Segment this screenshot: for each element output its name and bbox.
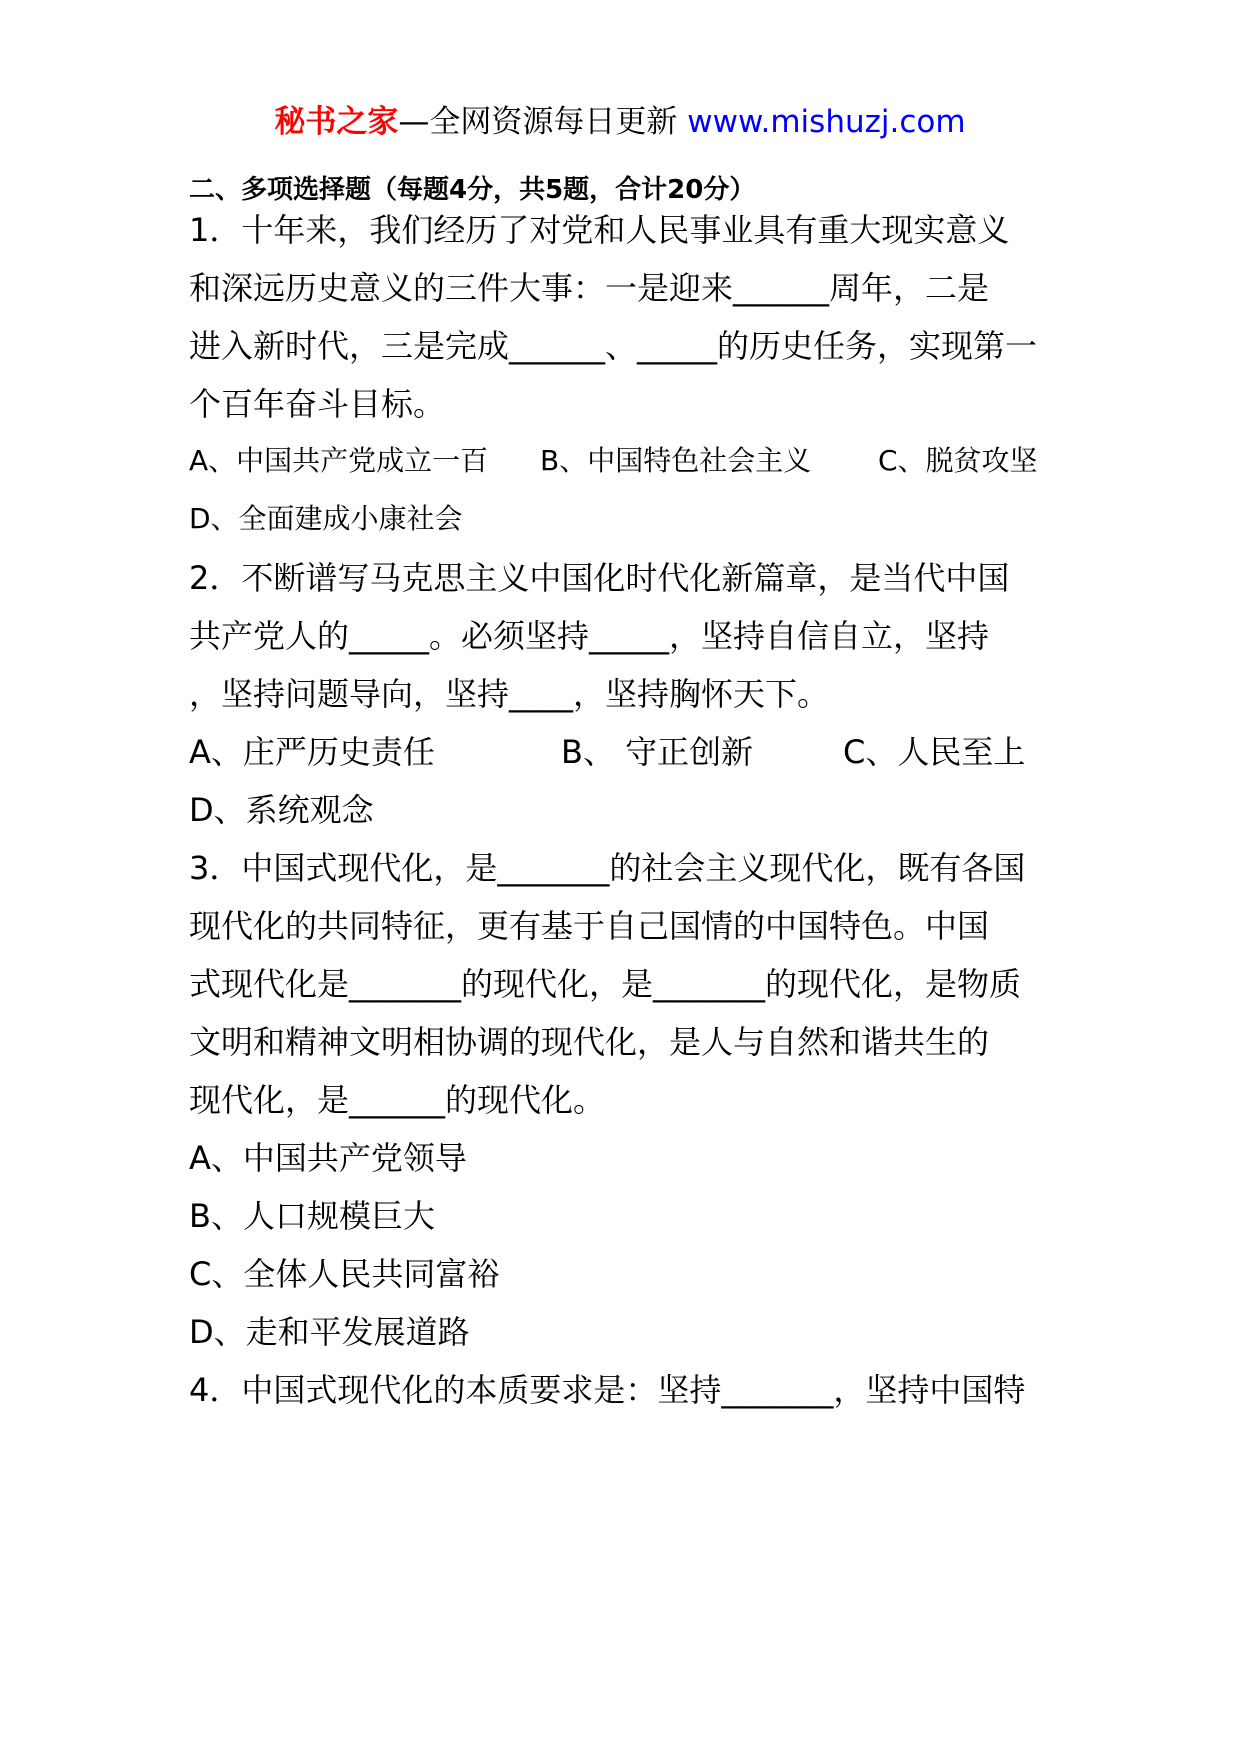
question-1-option-b: B、中国特色社会主义 — [540, 444, 812, 477]
question-3-option-c: C、全体人民共同富裕 — [189, 1255, 500, 1293]
question-3-option-b: B、人口规模巨大 — [189, 1197, 435, 1235]
question-4-line-1: 4．中国式现代化的本质要求是：坚持_______，坚持中国特 — [189, 1371, 1026, 1409]
question-3-line-5: 现代化，是______的现代化。 — [189, 1081, 606, 1119]
question-1-line-4: 个百年奋斗目标。 — [189, 385, 446, 423]
question-1-option-c: C、脱贫攻坚 — [878, 444, 1038, 477]
question-3-line-3: 式现代化是_______的现代化，是_______的现代化，是物质 — [189, 965, 1022, 1003]
question-2-line-2: 共产党人的_____。必须坚持_____，坚持自信自立，坚持 — [189, 617, 990, 655]
question-3-line-1: 3．中国式现代化，是_______的社会主义现代化，既有各国 — [189, 849, 1026, 887]
question-2-option-d: D、系统观念 — [189, 791, 374, 829]
brand-name: 秘书之家 — [274, 104, 399, 140]
question-3-option-d: D、走和平发展道路 — [189, 1313, 470, 1351]
site-url[interactable]: www.mishuzj.com — [687, 104, 966, 140]
question-2-option-c: C、人民至上 — [843, 733, 1026, 771]
question-3-line-2: 现代化的共同特征，更有基于自己国情的中国特色。中国 — [189, 907, 990, 945]
question-2-option-a: A、庄严历史责任 — [189, 733, 435, 771]
header-slogan: —全网资源每日更新 — [398, 104, 678, 140]
section-title: 二、多项选择题（每题4分，共5题，合计20分） — [189, 175, 756, 205]
question-2-option-b: B、 守正创新 — [561, 733, 754, 771]
question-1-line-1: 1．十年来，我们经历了对党和人民事业具有重大现实意义 — [189, 211, 1010, 249]
question-3-line-4: 文明和精神文明相协调的现代化，是人与自然和谐共生的 — [189, 1023, 990, 1061]
site-header — [0, 100, 1240, 144]
question-2-line-3: ，坚持问题导向，坚持____，坚持胸怀天下。 — [189, 675, 830, 713]
question-1-option-d: D、全面建成小康社会 — [189, 502, 463, 535]
question-1-option-a: A、中国共产党成立一百 — [189, 444, 489, 477]
question-1-line-3: 进入新时代，三是完成______、_____的历史任务，实现第一 — [189, 327, 1038, 365]
question-2-line-1: 2．不断谱写马克思主义中国化时代化新篇章，是当代中国 — [189, 559, 1010, 597]
question-3-option-a: A、中国共产党领导 — [189, 1139, 467, 1177]
question-1-line-2: 和深远历史意义的三件大事：一是迎来______周年，二是 — [189, 269, 990, 307]
